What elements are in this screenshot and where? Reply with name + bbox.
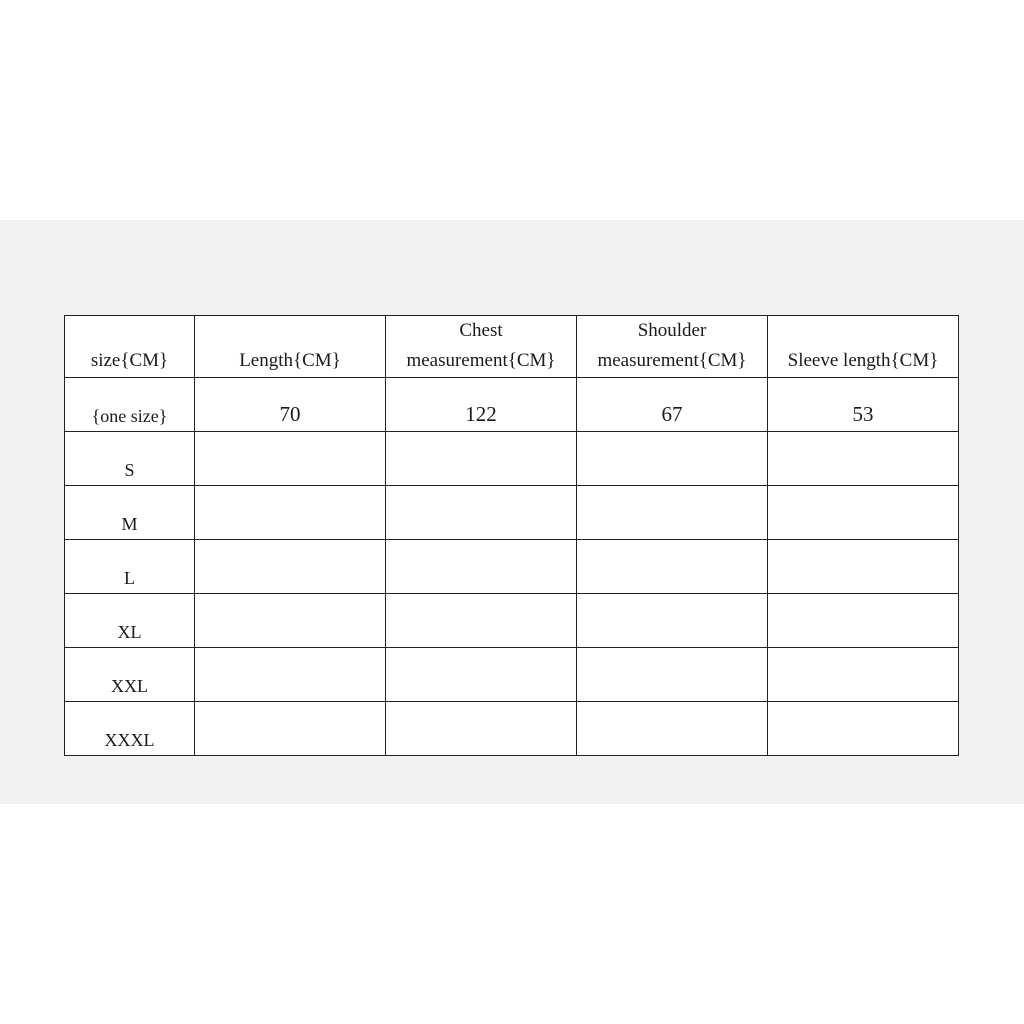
size-cell: XL [65, 594, 195, 648]
sleeve-cell [768, 594, 959, 648]
sleeve-cell [768, 432, 959, 486]
header-length: Length{CM} [195, 316, 386, 378]
length-cell [195, 702, 386, 756]
shoulder-cell [577, 594, 768, 648]
chest-cell [386, 702, 577, 756]
table-row [65, 702, 959, 756]
size-cell: L [65, 540, 195, 594]
chest-cell: 122 [386, 378, 577, 432]
chest-cell [386, 594, 577, 648]
sleeve-cell [768, 486, 959, 540]
chest-cell [386, 540, 577, 594]
sleeve-cell [768, 702, 959, 756]
sleeve-cell: 53 [768, 378, 959, 432]
header-shoulder: Shoulder measurement{CM} [577, 316, 768, 378]
size-cell: XXXL [65, 702, 195, 756]
sleeve-cell [768, 540, 959, 594]
header-chest: Chest measurement{CM} [386, 316, 577, 378]
table-row [65, 432, 959, 486]
table-row [65, 378, 959, 432]
header-row [65, 316, 959, 378]
size-cell: S [65, 432, 195, 486]
shoulder-cell: 67 [577, 378, 768, 432]
table-row [65, 486, 959, 540]
length-cell [195, 648, 386, 702]
length-cell [195, 594, 386, 648]
shoulder-cell [577, 540, 768, 594]
chest-cell [386, 432, 577, 486]
length-cell [195, 432, 386, 486]
length-cell: 70 [195, 378, 386, 432]
table-row [65, 594, 959, 648]
header-sleeve: Sleeve length{CM} [768, 316, 959, 378]
chest-cell [386, 486, 577, 540]
table-row [65, 540, 959, 594]
sleeve-cell [768, 648, 959, 702]
size-cell: M [65, 486, 195, 540]
shoulder-cell [577, 486, 768, 540]
size-cell: {one size} [65, 378, 195, 432]
length-cell [195, 486, 386, 540]
shoulder-cell [577, 702, 768, 756]
shoulder-cell [577, 432, 768, 486]
table-row [65, 648, 959, 702]
size-chart-table [64, 315, 959, 756]
size-cell: XXL [65, 648, 195, 702]
chest-cell [386, 648, 577, 702]
length-cell [195, 540, 386, 594]
shoulder-cell [577, 648, 768, 702]
header-size: size{CM} [65, 316, 195, 378]
